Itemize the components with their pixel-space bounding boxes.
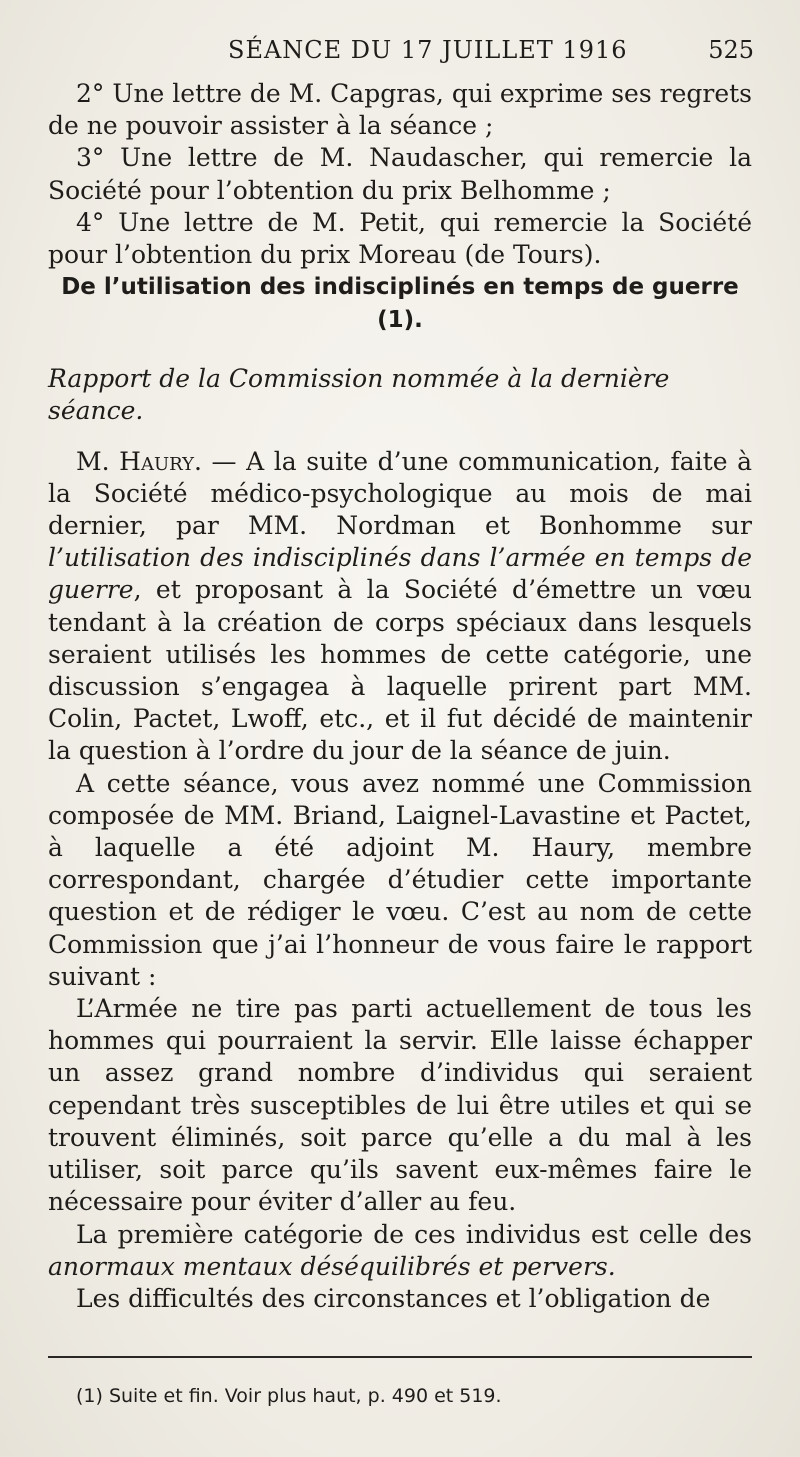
italic-title-reference: l’utilisation des indisciplinés dans l’armée en temps de guerre [48, 543, 752, 605]
paragraph-first-category [48, 1219, 752, 1283]
paragraph-commission: A cette séance, vous avez nommé une Commission composée de MM. Briand, Laignel-Lavastine et Pactet, à laquelle a été adjoint M. Haury, membre correspondant, chargée d’étudier cette importante question et de rédiger le vœu. C’est au nom de cette Commission que j’ai l’honneur de vous faire le rapport suivant : [48, 768, 752, 991]
running-head: SÉANCE DU 17 JUILLET 1916 [228, 36, 628, 64]
paragraph-text: , et proposant à la Société d’émettre un vœu tendant à la création de corps spéciaux dans lesquels seraient utilisés les hommes de cette catégorie, une discussion s’engagea à laquelle prirent part MM. Colin, Pactet, Lwoff, etc., et il fut décidé de maintenir la question à l’ordre du jour de la séance de juin. [48, 575, 752, 766]
letter-item-naudascher: 3° Une lettre de M. Naudascher, qui remercie la Société pour l’obtention du prix Belhomme ; [48, 143, 752, 205]
footnote-rule [48, 1356, 752, 1358]
page-number: 525 [708, 36, 754, 64]
footnote: (1) Suite et fin. Voir plus haut, p. 490 et 519. [76, 1385, 502, 1407]
paragraph-army: L’Armée ne tire pas parti actuellement de tous les hommes qui pourraient la servir. Elle laisse échapper un assez grand nombre d’individus qui seraient cependant très susceptibles de lui être utiles et qui se trouvent éliminés, soit parce qu’elle a du mal à les utiliser, soit parce qu’ils savent eux-mêmes faire le nécessaire pour éviter d’aller au feu. [48, 994, 752, 1217]
speaker-name: M. Haury. [76, 446, 202, 476]
letter-item-petit: 4° Une lettre de M. Petit, qui remercie la Société pour l’obtention du prix Moreau (de Tours). [48, 207, 752, 270]
page-body [48, 78, 752, 1315]
paragraph-text: La première catégorie de ces individus est celle des [76, 1219, 752, 1249]
page-header [0, 36, 800, 70]
paragraph-haury-intro [48, 446, 752, 768]
paragraph-difficulties: Les difficultés des circonstances et l’obligation de [76, 1283, 711, 1313]
article-title: De l’utilisation des indisciplinés en temps de guerre (1). [61, 274, 739, 334]
paragraph-text: — A la suite d’une communication, faite à la Société médico-psychologique au mois de mai dernier, par MM. Nordman et Bonhomme sur [48, 446, 753, 541]
letter-item-capgras: 2° Une lettre de M. Capgras, qui exprime ses regrets de ne pouvoir assister à la séance ; [48, 79, 752, 141]
report-subtitle: Rapport de la Commission nommée à la dernière séance. [48, 364, 670, 426]
italic-category: anormaux mentaux déséquilibrés et pervers. [48, 1251, 616, 1281]
